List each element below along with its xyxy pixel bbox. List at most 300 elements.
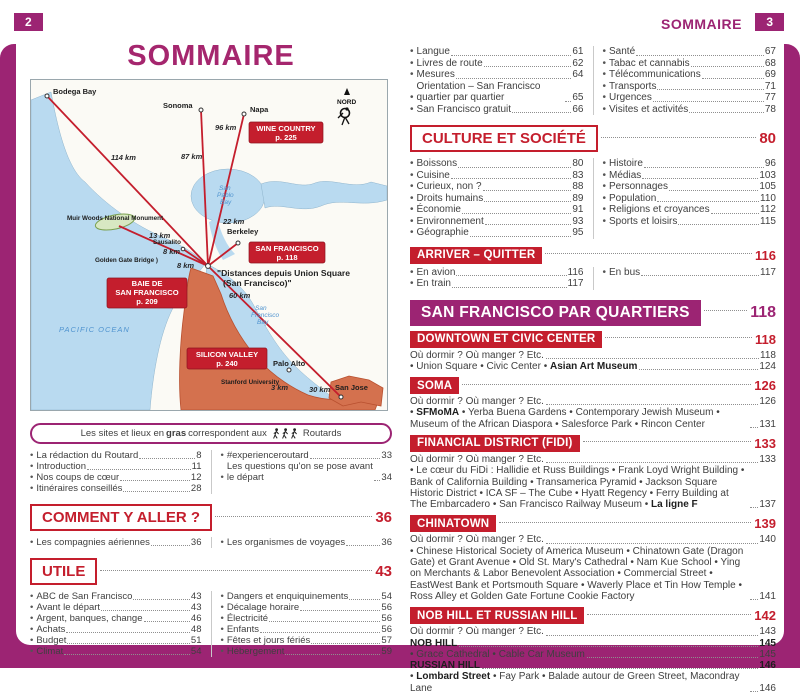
- toc-entry-page: 51: [191, 635, 202, 646]
- bullet: •: [410, 216, 414, 228]
- quartier-entry-label: Où dormir ? Où manger ? Etc.: [410, 454, 544, 465]
- toc-entry-page: 56: [381, 624, 392, 635]
- bullet: •: [30, 646, 33, 657]
- toc-entry-page: 68: [765, 58, 776, 70]
- label-sf-bay-2: Francisco: [251, 312, 280, 319]
- svg-text:SILICON VALLEY: SILICON VALLEY: [196, 350, 258, 359]
- map-note-1: "Distances depuis Union Square: [217, 268, 350, 278]
- toc-entry-label: Télécommunications: [609, 69, 701, 81]
- quartier-entry: [410, 671, 776, 694]
- section-title: UTILE: [30, 558, 97, 585]
- quartier-entry-page: 140: [759, 534, 776, 545]
- toc-entry-label: Personnages: [609, 181, 668, 193]
- toc-entry: [30, 450, 202, 461]
- toc-entry-page: 56: [381, 602, 392, 613]
- toc-entry: [30, 591, 202, 602]
- quartier-header: [410, 377, 776, 394]
- quartier-entry-label: • Chinese Historical Society of America Museum • Chinatown Gate (Dragon Gate) et Grant Avenue • Old St. Mary's Cathedral • Nam Kue School • Ying on Merchants & Labor Benevolent Association • Commercial Street • EastWest Bank et Portsmouth Square • Waverly Place et Tin How Temple • Ross Alley et Golden Gate Fortune Cookie Factory: [410, 546, 748, 602]
- toc-entry-label: Droits humains: [417, 193, 484, 205]
- quartier-header: [410, 435, 776, 452]
- toc-entry-page: 116: [568, 267, 584, 279]
- quartier-entry-page: 137: [759, 499, 776, 510]
- bullet: •: [603, 204, 607, 216]
- legend-text-bold: gras: [166, 428, 186, 439]
- dot-leader: [750, 691, 758, 692]
- quartier-entry-label: • Lombard Street • Fay Park • Balade autour de Green Street, Macondray Lane: [410, 671, 748, 694]
- label-stanford: Stanford University: [221, 379, 280, 386]
- toc-entry-page: 67: [765, 46, 776, 58]
- dot-leader: [639, 369, 758, 370]
- bullet: •: [410, 278, 414, 290]
- quartier-entry: [410, 350, 776, 361]
- toc-entry: [410, 193, 584, 205]
- bullet: •: [221, 635, 224, 646]
- dot-leader: [657, 201, 759, 202]
- quartier-entry-page: 145: [759, 638, 776, 649]
- dot-leader: [87, 469, 191, 470]
- toc-entry-page: 110: [760, 193, 776, 205]
- bullet: •: [603, 46, 607, 58]
- quartier-entry-label: NOB HILL: [410, 638, 457, 649]
- svg-text:BAIE DE: BAIE DE: [132, 279, 163, 288]
- dot-leader: [144, 621, 190, 622]
- toc-entry-label: Géographie: [417, 227, 469, 239]
- dot-leader: [483, 190, 572, 191]
- quartier-page: 142: [754, 608, 776, 623]
- toc-entry-label: Les organismes de voyages: [227, 537, 345, 548]
- toc-entry-page: 48: [191, 624, 202, 635]
- toc-entry-page: 117: [760, 267, 776, 279]
- toc-entry-page: 8: [196, 450, 201, 461]
- quartier-entry-page: 143: [759, 626, 776, 637]
- toc-entry: [603, 92, 777, 104]
- svg-text:p. 225: p. 225: [275, 133, 297, 142]
- routard-icon: [272, 428, 280, 439]
- label-palo-alto: Palo Alto: [273, 359, 306, 368]
- quartier-entry-label: Où dormir ? Où manger ? Etc.: [410, 396, 544, 407]
- dot-leader: [310, 458, 381, 459]
- toc-entry-page: 88: [572, 181, 583, 193]
- toc-entry: [410, 204, 584, 216]
- dot-leader: [67, 643, 189, 644]
- toc-entry: [410, 181, 584, 193]
- section-arriver-quitter: [410, 247, 776, 264]
- dot-leader: [546, 404, 758, 405]
- svg-text:WINE COUNTRY: WINE COUNTRY: [256, 124, 315, 133]
- toc-entry: [410, 227, 584, 239]
- section-comment-y-aller: [30, 504, 392, 531]
- bullet: •: [410, 193, 414, 205]
- dot-leader: [750, 427, 758, 428]
- toc-entry-label: #experienceroutard: [227, 450, 309, 461]
- bullet: •: [30, 461, 33, 472]
- toc-entry-page: 93: [572, 216, 583, 228]
- bay-area-map: [30, 79, 388, 411]
- toc-entry: [410, 267, 584, 279]
- wine-country-box: [249, 122, 323, 143]
- top-list-right: [593, 46, 777, 115]
- quartier-rows: [410, 626, 776, 694]
- section-title: COMMENT Y ALLER ?: [30, 504, 212, 531]
- toc-entry-label: Cuisine: [417, 170, 450, 182]
- toc-entry-label: Enfants: [227, 624, 259, 635]
- toc-entry-page: 71: [765, 81, 776, 93]
- svg-text:p. 209: p. 209: [136, 297, 158, 306]
- bullet: •: [30, 624, 33, 635]
- quartier-title: NOB HILL ET RUSSIAN HILL: [410, 607, 584, 624]
- toc-entry-label: Hébergement: [227, 646, 285, 657]
- toc-entry-label: Électricité: [227, 613, 268, 624]
- intro-list: [30, 450, 392, 494]
- bullet: •: [603, 193, 607, 205]
- quartier-entry-page: 118: [760, 350, 776, 361]
- utile-list: [30, 591, 392, 657]
- bullet: •: [410, 158, 414, 170]
- bullet: •: [30, 613, 33, 624]
- quartier-rows: [410, 534, 776, 602]
- dot-leader: [678, 224, 759, 225]
- dot-leader: [565, 101, 571, 102]
- toc-entry-page: 78: [765, 104, 776, 116]
- quartier-entry-label: • Grace Cathedral • Cable Car Museum: [410, 649, 585, 660]
- label-golden-gate-bridge: Golden Gate Bridge ): [95, 257, 158, 264]
- toc-entry-label: Visites et activités: [609, 104, 688, 116]
- section-title: ARRIVER – QUITTER: [410, 247, 542, 264]
- toc-entry-page: 115: [760, 216, 776, 228]
- dot-leader: [689, 112, 764, 113]
- quartier-entry: [410, 660, 776, 671]
- toc-entry-label: Langue: [417, 46, 450, 58]
- dot-leader: [669, 190, 758, 191]
- dot-leader: [123, 491, 190, 492]
- toc-entry-label: Sports et loisirs: [609, 216, 677, 228]
- toc-entry: [221, 591, 393, 602]
- bullet: •: [410, 227, 414, 239]
- arriver-list: [410, 267, 776, 290]
- dot-leader: [462, 213, 571, 214]
- toc-entry-label: Tabac et cannabis: [609, 58, 690, 70]
- bullet: •: [30, 591, 33, 602]
- dot-leader: [657, 89, 763, 90]
- routard-icons: [272, 428, 298, 439]
- quartier-entry-label: • Union Square • Civic Center • Asian Art Museum: [410, 361, 637, 372]
- routard-icon: [290, 428, 298, 439]
- section-title: CULTURE ET SOCIÉTÉ: [410, 125, 598, 152]
- toc-entry: [30, 613, 202, 624]
- dot-leader: [482, 668, 758, 669]
- toc-entry: [221, 537, 393, 548]
- culture-list: [410, 158, 776, 239]
- toc-entry-page: 77: [765, 92, 776, 104]
- intro-list-right: [211, 450, 393, 494]
- quartier-rows: [410, 454, 776, 510]
- quartier-entry-label: Où dormir ? Où manger ? Etc.: [410, 626, 544, 637]
- toc-entry: [603, 69, 777, 81]
- intro-list-left: [30, 450, 202, 494]
- quartier-entry: [410, 454, 776, 465]
- section-page: 36: [375, 509, 392, 526]
- bullet: •: [603, 216, 607, 228]
- toc-entry-page: 62: [572, 58, 583, 70]
- dist-sf-bay: 60 km: [229, 291, 251, 300]
- toc-entry-page: 36: [191, 537, 202, 548]
- dot-leader: [636, 55, 764, 56]
- toc-entry-page: 43: [191, 602, 202, 613]
- quartier-entry-page: 126: [759, 396, 776, 407]
- quartier-entry-label: RUSSIAN HILL: [410, 660, 480, 671]
- dot-leader: [139, 458, 195, 459]
- dot-leader: [587, 614, 751, 615]
- label-napa: Napa: [250, 105, 269, 114]
- toc-entry-page: 36: [381, 537, 392, 548]
- quartier-entry-page: 146: [759, 660, 776, 671]
- bullet: •: [603, 92, 607, 104]
- dot-leader: [583, 441, 752, 442]
- label-sausalito: Sausalito: [153, 239, 181, 246]
- dot-leader: [653, 101, 764, 102]
- svg-text:SAN FRANCISCO: SAN FRANCISCO: [255, 244, 318, 253]
- toc-entry-label: La rédaction du Routard: [36, 450, 138, 461]
- section-page: 80: [759, 130, 776, 147]
- dot-leader: [512, 112, 571, 113]
- dot-leader: [484, 201, 571, 202]
- baie-de-san-francisco-box: [107, 278, 187, 308]
- toc-entry-label: Itinéraires conseillés: [36, 483, 122, 494]
- toc-entry-label: En train: [417, 278, 451, 290]
- toc-entry-page: 61: [572, 46, 583, 58]
- label-berkeley: Berkeley: [227, 227, 259, 236]
- quartier-entry: [410, 534, 776, 545]
- bullet: •: [603, 58, 607, 70]
- dot-leader: [711, 213, 759, 214]
- quartier-entry: [410, 465, 776, 510]
- quartier-entry: [410, 407, 776, 430]
- section-page: 116: [755, 248, 776, 263]
- dist-sonoma: 87 km: [181, 152, 203, 161]
- quartier-entry-page: 133: [759, 454, 776, 465]
- dist-san-jose: 30 km: [309, 385, 331, 394]
- quartier-entry-page: 146: [759, 683, 776, 694]
- toc-entry-page: 54: [381, 591, 392, 602]
- quartier-entry: [410, 361, 776, 372]
- toc-entry-page: 96: [765, 158, 776, 170]
- label-san-pablo-2: Pablo: [217, 192, 234, 199]
- dot-leader: [691, 66, 764, 67]
- dot-leader: [702, 78, 764, 79]
- toc-entry-label: Argent, banques, change: [36, 613, 142, 624]
- toc-entry-label: Budget: [36, 635, 66, 646]
- bullet: •: [603, 104, 607, 116]
- quartier-entry-page: 124: [759, 361, 776, 372]
- dot-leader: [374, 480, 380, 481]
- toc-entry-page: 105: [759, 181, 776, 193]
- left-page-number: 2: [14, 13, 43, 31]
- toc-entry-label: Fêtes et jours fériés: [227, 635, 310, 646]
- toc-entry: [30, 602, 202, 613]
- top-list-left: [410, 46, 584, 115]
- bullet: •: [410, 104, 414, 116]
- toc-entry-label: San Francisco gratuit: [417, 104, 512, 116]
- dot-leader: [499, 522, 751, 523]
- bullet: •: [410, 267, 414, 279]
- bullet: •: [221, 537, 224, 548]
- right-page-running-header: SOMMAIRE: [661, 16, 742, 32]
- bullet: •: [30, 472, 33, 483]
- quartier-section: [410, 607, 776, 694]
- dot-leader: [485, 224, 572, 225]
- toc-entry: [30, 635, 202, 646]
- bullet: •: [221, 450, 224, 461]
- quartiers-container: [410, 331, 776, 694]
- arriver-list-left: [410, 267, 584, 290]
- toc-entry-label: Introduction: [36, 461, 86, 472]
- toc-entry: [30, 624, 202, 635]
- dot-leader: [451, 55, 571, 56]
- quartier-entry: [410, 396, 776, 407]
- toc-entry: [410, 216, 584, 228]
- toc-entry-label: Religions et croyances: [609, 204, 710, 216]
- dot-leader: [484, 66, 572, 67]
- bullet: •: [221, 646, 224, 657]
- bullet: •: [221, 624, 224, 635]
- dist-napa: 96 km: [215, 123, 237, 132]
- right-page-number: 3: [755, 13, 784, 31]
- dot-leader: [546, 462, 758, 463]
- svg-text:NORD: NORD: [337, 99, 356, 106]
- toc-entry-page: 95: [572, 227, 583, 239]
- silicon-valley-box: [187, 348, 267, 369]
- comment-list: [30, 537, 392, 548]
- dot-leader: [456, 275, 566, 276]
- dot-leader: [120, 480, 190, 481]
- bullet: •: [603, 170, 607, 182]
- label-bodega-bay: Bodega Bay: [53, 87, 97, 96]
- quartier-header: [410, 331, 776, 348]
- quartier-section: [410, 331, 776, 373]
- bullet: •: [221, 472, 224, 483]
- dot-leader: [470, 236, 572, 237]
- toc-entry: [603, 46, 777, 58]
- quartier-page: 139: [754, 516, 776, 531]
- quartier-header: [410, 515, 776, 532]
- section-page: 43: [375, 563, 392, 580]
- toc-entry-page: 66: [572, 104, 583, 116]
- toc-entry-page: 69: [765, 69, 776, 81]
- toc-entry: [221, 602, 393, 613]
- toc-entry-label: Santé: [609, 46, 635, 58]
- toc-entry: [221, 646, 393, 657]
- san-francisco-box: [249, 242, 325, 263]
- quartier-entry-label: • SFMoMA • Yerba Buena Gardens • Contemporary Jewish Museum • Museum of the African Diaspora • Salesforce Park • Rincon Center: [410, 407, 748, 430]
- toc-entry-page: 46: [191, 613, 202, 624]
- dot-leader: [64, 654, 190, 655]
- toc-entry: [603, 193, 777, 205]
- toc-entry: [410, 158, 584, 170]
- dot-leader: [587, 657, 758, 658]
- toc-entry: [603, 216, 777, 228]
- dot-leader: [269, 621, 380, 622]
- bullet: •: [410, 92, 414, 104]
- dot-leader: [704, 310, 747, 311]
- section-title: SAN FRANCISCO PAR QUARTIERS: [410, 300, 701, 326]
- toc-entry-label: Dangers et enquiquinements: [227, 591, 348, 602]
- toc-entry-page: 11: [192, 461, 202, 472]
- quartier-section: [410, 435, 776, 510]
- toc-entry-page: 43: [191, 591, 202, 602]
- dot-leader: [300, 610, 380, 611]
- dot-leader: [133, 599, 189, 600]
- dot-leader: [601, 137, 756, 138]
- toc-entry-page: 89: [572, 193, 583, 205]
- label-sf-bay-1: San: [255, 305, 267, 312]
- bullet: •: [603, 81, 607, 93]
- toc-entry-page: 33: [381, 450, 392, 461]
- bullet: •: [603, 69, 607, 81]
- toc-entry: [30, 483, 202, 494]
- toc-entry-page: 56: [381, 613, 392, 624]
- toc-entry-page: 65: [572, 92, 583, 104]
- left-page: [30, 40, 392, 657]
- toc-entry: [603, 81, 777, 93]
- dot-leader: [349, 599, 380, 600]
- dot-leader: [260, 632, 380, 633]
- utile-list-right: [211, 591, 393, 657]
- dot-leader: [100, 570, 372, 571]
- svg-text:p. 240: p. 240: [216, 359, 238, 368]
- utile-list-left: [30, 591, 202, 657]
- page-title: SOMMAIRE: [30, 40, 392, 73]
- quartier-entry: [410, 626, 776, 637]
- quartier-entry: [410, 638, 776, 649]
- arriver-list-right: [593, 267, 777, 290]
- section-sf-par-quartiers: [410, 300, 776, 326]
- toc-entry-label: Les compagnies aériennes: [36, 537, 150, 548]
- toc-entry-label: Livres de route: [417, 58, 483, 70]
- toc-entry: [410, 278, 584, 290]
- bullet: •: [30, 537, 33, 548]
- toc-entry-label: En avion: [417, 267, 456, 279]
- toc-entry-page: 117: [568, 278, 584, 290]
- dot-leader: [750, 599, 758, 600]
- toc-entry: [603, 267, 777, 279]
- comment-list-right: [211, 537, 393, 548]
- culture-list-right: [593, 158, 777, 239]
- toc-entry: [603, 181, 777, 193]
- dist-stanford: 3 km: [271, 383, 288, 392]
- toc-entry-page: 103: [759, 170, 776, 182]
- toc-entry-label: Urgences: [609, 92, 652, 104]
- quartier-entry: [410, 649, 776, 660]
- dot-leader: [462, 384, 751, 385]
- toc-entry: [603, 204, 777, 216]
- quartier-title: SOMA: [410, 377, 459, 394]
- quartier-entry-page: 131: [759, 419, 776, 430]
- legend-note: [30, 423, 392, 444]
- toc-entry-label: Transports: [609, 81, 656, 93]
- toc-entry-label: ABC de San Francisco: [36, 591, 132, 602]
- bullet: •: [410, 58, 414, 70]
- quartier-title: FINANCIAL DISTRICT (FIDI): [410, 435, 580, 452]
- toc-entry: [221, 450, 393, 461]
- dot-leader: [641, 275, 759, 276]
- toc-entry-page: 83: [572, 170, 583, 182]
- dot-leader: [605, 337, 752, 338]
- toc-entry: [30, 646, 202, 657]
- dot-leader: [458, 167, 571, 168]
- bullet: •: [603, 158, 607, 170]
- dot-leader: [459, 646, 758, 647]
- bullet: •: [410, 170, 414, 182]
